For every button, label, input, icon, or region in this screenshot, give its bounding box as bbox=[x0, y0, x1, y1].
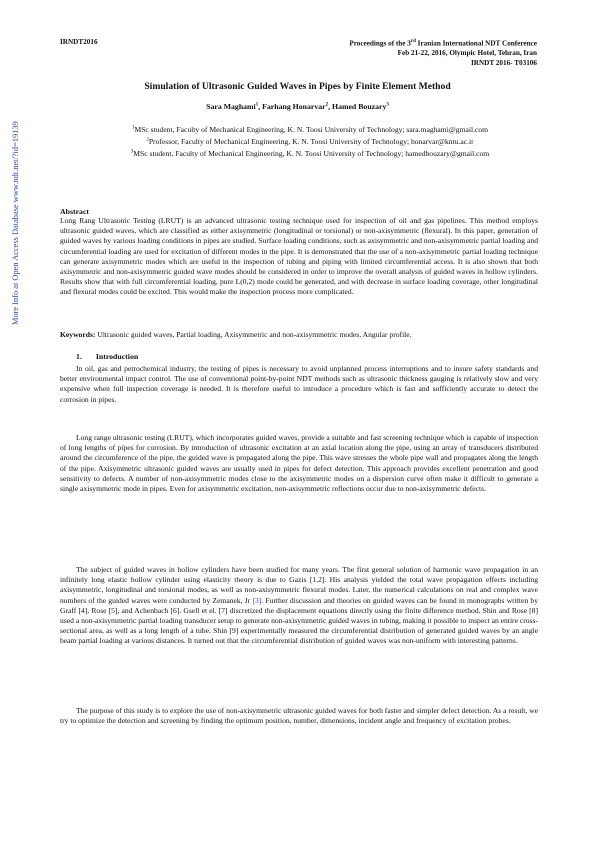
author-affiliation-mark: 1 bbox=[255, 102, 259, 108]
author-affiliation-mark: 3 bbox=[386, 102, 389, 108]
proceedings-line-2: Feb 21-22, 2016, Olympic Hotel, Tehran, Iran bbox=[397, 48, 537, 57]
author-name: Sara Maghami bbox=[206, 102, 256, 111]
intro-paragraph-4: The purpose of this study is to explore the use of non-axisymmetric ultrasonic guided waves for both faster and simpler defect detection. As a result, we try to optimize the detection and screening by finding the optimum position, number, dimensions, incident angle and frequency of excitation probes. bbox=[60, 706, 538, 726]
proceedings-line-1: Proceedings of the 3rd Iranian International NDT Conference bbox=[349, 39, 537, 48]
section-number: 1. bbox=[76, 352, 82, 361]
affiliation-3: $^3$MSc student, Faculty of Mechanical Engineering, K. N. Toosi University of Technology; hamedbouzary@gmail.com bbox=[130, 149, 490, 158]
keywords bbox=[60, 330, 538, 339]
author-affiliation-mark: 2 bbox=[325, 102, 329, 108]
section-title: Introduction bbox=[95, 352, 139, 361]
affiliation-1: $^1$MSc student, Faculty of Mechanical Engineering, K. N. Toosi University of Technology; sara.maghami@gmail.com bbox=[131, 125, 489, 134]
intro-paragraph-3: The subject of guided waves in hollow cylinders have been studied for many years. The first general solution of harmonic wave propagation in an infinitely long elastic hollow cylinder using elasticity theory is due to Gazis [1,2]. His analysis yielded the total wave propagation effects including axisymmetric, longitudinal and torsional modes, as well as non-axisymmetric flexural modes. Later, the numerical calculations on real and complex wave numbers of the guided waves were conducted by Zemanek, Jr [3]. Further discussion and theories on guided waves can be found in monographs written by Graff [4], Rose [5], and Achenbach [6]. Gsell et el. [7] discretized the displacement equations directly using the finite difference method. Shin and Rose [8] used a non-axisymmetric partial loading transducer setup to generate non-axisymmetric guided waves in tubing, making it possible to inspect an entire cross-sectional area, as well as a long length of a tube. Shin [9] experimentally measured the circumferential distribution of generated guided waves by an angle beam partial loading at various distances. It turned out that the circumferential distribution of guided waves was non-uniform with interesting patterns. bbox=[60, 565, 538, 646]
proceedings-header bbox=[349, 37, 537, 68]
abstract-text: Long Rang Ultrasonic Testing (LRUT) is an advanced ultrasonic testing technique used for inspection of oil and gas pipelines. This method employs ultrasonic guided waves, which are classified as either axisymmetric (longitudinal or torsional) or non-axisymmetric (flexural). In this paper, generation of guided waves by various loading conditions in pipes are studied. Surface loading conditions, such as axisymmetric and non-axisymmetric partial loading and circumferential loading are used for excitation of different modes in the pipe. It is demonstrated that the use of a non-axisymmetric partial loading technique can generate axisymmetric modes which are useful in the inspection of tubing and piping with limited circumferential access. It is also shown that both axisymmetric and non-axisymmetric guided wave modes should be considered in order to improve the overall analysis of guided waves in hollow cylinders. Results show that with full circumferential loading, pure L(0,2) mode could be generated, and with decrease in surface loading coverage, other longitudinal and flexural modes could be excited. This would make the inspection process more complicated. bbox=[60, 216, 538, 297]
proceedings-line-3: IRNDT 2016- T03106 bbox=[470, 58, 537, 67]
paper-title: Simulation of Ultrasonic Guided Waves in Pipes by Finite Element Method bbox=[144, 81, 451, 92]
affiliation-2: $^2$Professor, Faculty of Mechanical Engineering, K. N. Toosi University of Technology; honarvar@kntu.ac.ir bbox=[146, 137, 474, 146]
author-list: Sara Maghami$^1$, Farhang Honarvar$^2$, Hamed Bouzary$^3$ bbox=[206, 102, 389, 111]
intro-paragraph-2: Long range ultrasonic testing (LRUT), which incorporates guided waves, provide a suitable and fast screening technique which is capable of inspection of long lengths of pipes for corrosion. By introduction of ultrasonic excitation at an axial location along the pipe, using an array of transducers distributed around the circumference of the pipe, the guided wave is propagated along the pipe. This wave stresses the whole pipe wall and propagates along the length of the pipe. Axisymmetric ultrasonic guided waves are usually used in pipes for defect detection. This approach provides excellent penetration and good sensitivity to defects. A number of non-axisymmetric modes close to the axisymmetric modes on a dispersion curve often make it difficult to generate a single axisymmetric mode in pipes. Even for axisymmetric excitation, non-axisymmetric reflections occur due to non-axisymmetric defects. bbox=[60, 433, 538, 494]
author-name: Farhang Honarvar bbox=[262, 102, 326, 111]
author-name: Hamed Bouzary bbox=[332, 102, 387, 111]
keywords-label: Keywords: bbox=[60, 330, 96, 339]
open-access-side-link[interactable] bbox=[4, 95, 26, 325]
section-heading-introduction bbox=[76, 352, 138, 361]
conference-code: IRNDT2016 bbox=[60, 38, 98, 46]
abstract-heading: Abstract bbox=[60, 207, 90, 216]
side-link-text[interactable]: More Info at Open Access Database www.ndt.net/?id=19139 bbox=[11, 121, 20, 325]
citation-link-3[interactable]: [3] bbox=[252, 595, 262, 605]
intro-paragraph-1: In oil, gas and petrochemical industry, the testing of pipes is necessary to avoid unplanned process interruptions and to insure safety standards and better environmental impact control. The use of conventional point-by-point NDT methods such as ultrasonic thickness gauging is relatively slow and very expensive when full inspection coverage is needed. It is therefore useful to introduce a procedure which is fast and sufficiently accurate to detect the corrosion in pipes. bbox=[60, 364, 538, 404]
keywords-text: Ultrasonic guided waves, Partial loading, Axisymmetric and non-axisymmetric modes, Angular profile. bbox=[95, 330, 412, 339]
